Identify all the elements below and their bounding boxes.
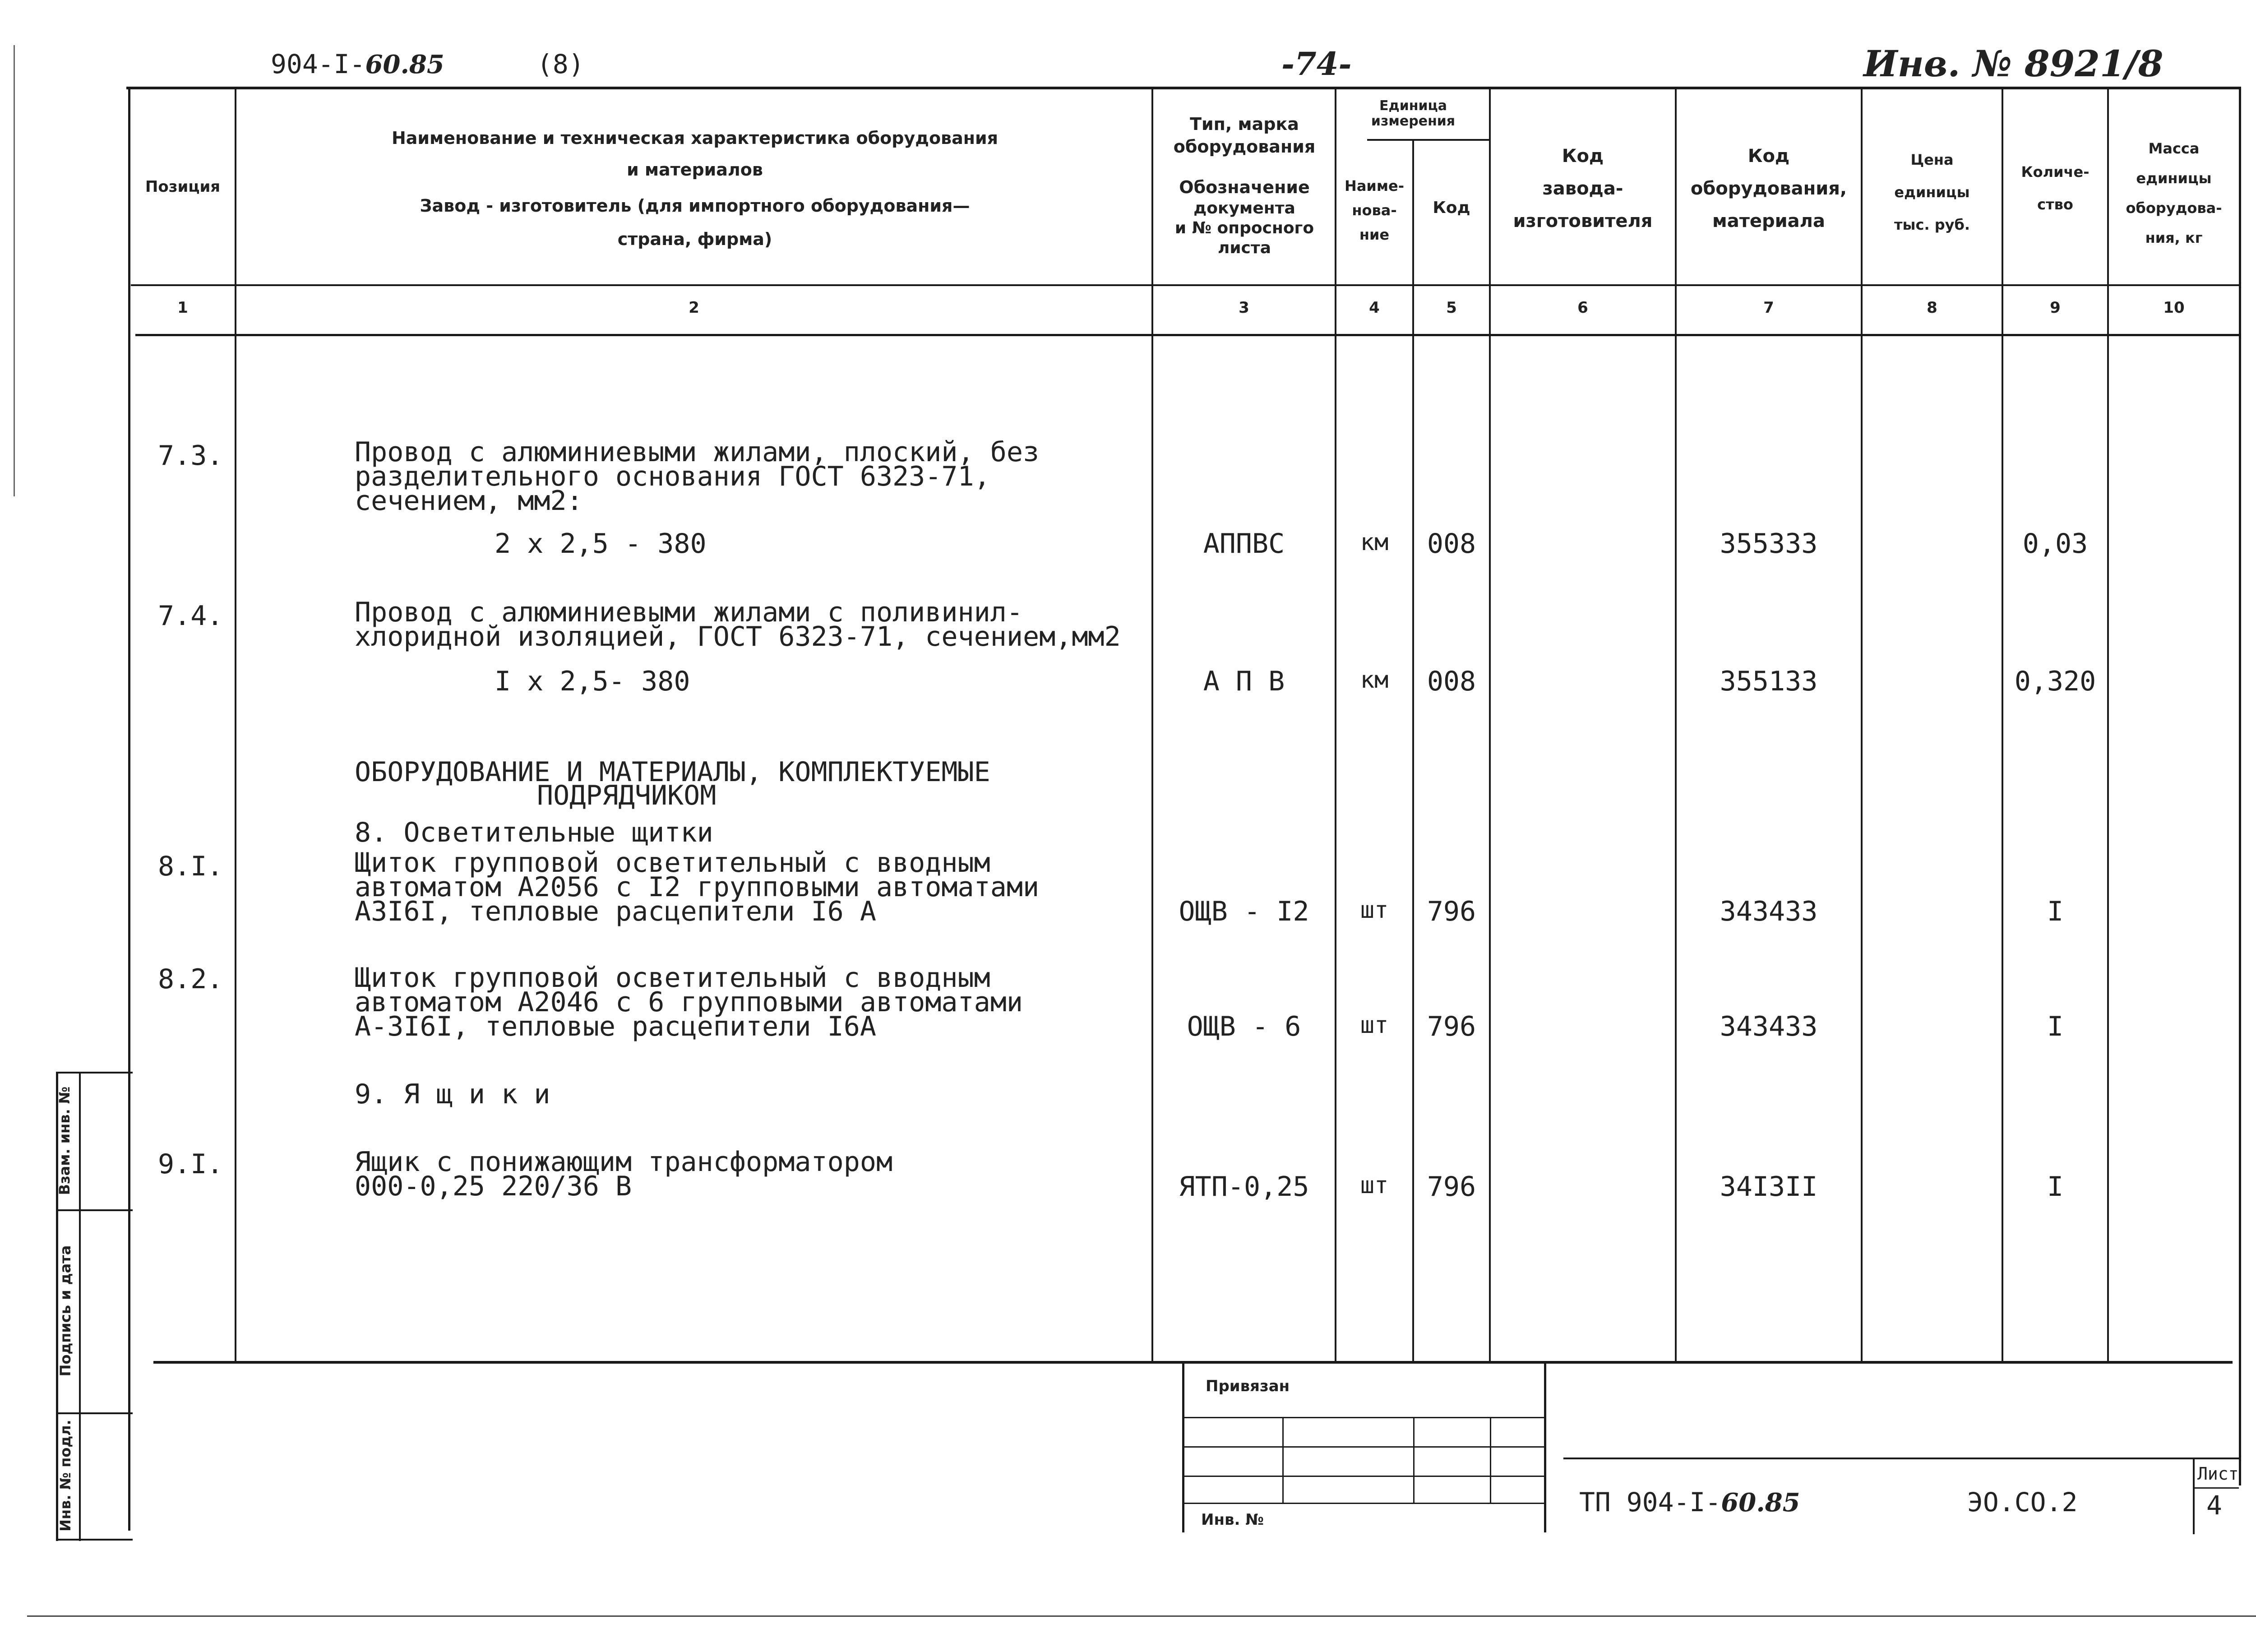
row-9-1-name-line-2: 000-0,25 220/36 В: [355, 1171, 632, 1202]
row-8-2-name-line-1: Щиток групповой осветительный с вводным: [355, 962, 990, 994]
header-equipment-code-line-3: материала: [1712, 211, 1825, 231]
col-line-0: [128, 87, 130, 1531]
col-line-3: [1335, 87, 1336, 1361]
header-type-line-2: оборудования: [1173, 137, 1316, 157]
row-7-4-sub: I х 2,5- 380: [495, 666, 690, 697]
row-9-1-position: 9.I.: [158, 1148, 223, 1180]
col-number-6: 6: [1577, 299, 1588, 317]
header-equipment-code: [1677, 140, 1861, 237]
row-9-1-name: [355, 1146, 893, 1202]
header-type-line-1: Тип, марка: [1190, 114, 1299, 134]
row-8-2-unit: шт: [1360, 1012, 1389, 1039]
side-stamp-swap-inv: Взам. инв. №: [56, 1086, 73, 1195]
header-price-line-2: единицы: [1894, 184, 1970, 201]
row-7-3-name-line-2: разделительного основания ГОСТ 6323-71,: [355, 461, 990, 492]
header-name-line-4: страна, фирма): [617, 229, 772, 249]
row-8-2-quantity: I: [2047, 1011, 2064, 1042]
header-doc-code: [271, 49, 444, 79]
col-number-7: 7: [1763, 299, 1774, 317]
header-unit-code: Код: [1433, 199, 1470, 217]
header-doc-code-printed: 904-I-: [271, 49, 365, 79]
header-unit-group: [1336, 98, 1490, 129]
col-number-5: 5: [1446, 299, 1457, 317]
table-top-border: [126, 87, 2241, 89]
row-7-3-position: 7.3.: [158, 440, 223, 472]
section-heading-line-1: ОБОРУДОВАНИЕ И МАТЕРИАЛЫ, КОМПЛЕКТУЕМЫЕ: [355, 756, 990, 788]
col-number-10: 10: [2163, 299, 2185, 317]
col-line-2: [1151, 87, 1153, 1361]
row-8-1-name-line-1: Щиток групповой осветительный с вводным: [355, 847, 990, 879]
row-9-1-unit: шт: [1360, 1172, 1389, 1199]
side-stamp-orig-inv: Инв. № подл.: [57, 1420, 74, 1532]
sheet-box-divider: [2194, 1487, 2239, 1489]
header-equipment-code-line-2: оборудования,: [1690, 178, 1847, 199]
row-7-4-quantity: 0,320: [2014, 666, 2096, 697]
row-9-1-name-line-1: Ящик с понижающим трансформатором: [355, 1146, 893, 1178]
subsection-8: 8. Осветительные щитки: [355, 817, 713, 848]
header-bottom-border: [131, 284, 2241, 286]
row-8-2-position: 8.2.: [158, 963, 223, 995]
row-7-3-equipment-code: 355333: [1720, 528, 1818, 560]
header-sheet-number: (8): [537, 49, 584, 79]
section-heading: [355, 756, 990, 811]
row-7-3-name-line-3: сечением, мм2:: [355, 485, 583, 517]
header-unit-name: [1336, 174, 1412, 247]
col-line-9: [2107, 87, 2109, 1361]
row-8-2-name-line-2: автоматом А2046 с 6 групповыми автоматами: [355, 986, 1023, 1018]
header-price: [1863, 143, 2002, 241]
side-stamp-sign-date: Подпись и дата: [57, 1245, 74, 1377]
header-price-line-3: тыс. руб.: [1894, 216, 1970, 233]
column-numbers-bottom-border: [135, 334, 2241, 336]
section-heading-line-2: ПОДРЯДЧИКОМ: [537, 780, 717, 811]
row-7-3-unit: км: [1360, 529, 1389, 556]
row-7-4-name-line-2: хлоридной изоляцией, ГОСТ 6323-71, сечением,мм2: [355, 621, 1121, 652]
col-line-1: [235, 87, 236, 1361]
header-quantity-line-1: Количе-: [2021, 163, 2090, 180]
stamp-col-line-2: [1413, 1417, 1415, 1503]
stamp-sheet-value: 4: [2206, 1490, 2222, 1521]
col-number-9: 9: [2050, 299, 2061, 317]
col-line-8: [2002, 87, 2003, 1361]
row-8-1-position: 8.I.: [158, 851, 223, 882]
header-doc-code-handwritten: 60.85: [365, 50, 444, 79]
table-bottom-border: [153, 1361, 2233, 1364]
subsection-9: 9. Я щ и к и: [355, 1078, 550, 1110]
row-7-3-sub: 2 х 2,5 - 380: [495, 528, 707, 560]
header-mass-line-2: единицы: [2136, 170, 2212, 187]
header-price-line-1: Цена: [1910, 151, 1954, 168]
row-7-4-unit-code: 008: [1427, 666, 1476, 697]
header-page-number: -74-: [1281, 45, 1352, 83]
header-mass-line-3: оборудова-: [2126, 199, 2222, 217]
col-number-1: 1: [177, 299, 188, 317]
row-7-4-unit: км: [1360, 666, 1389, 694]
row-7-4-name: [355, 597, 1121, 652]
header-unit-line-1: Единица: [1379, 98, 1447, 114]
stamp-doc-code: [1579, 1487, 1800, 1518]
col-line-5: [1489, 87, 1491, 1361]
stamp-right-line: [1544, 1361, 1546, 1532]
row-8-1-equipment-code: 343433: [1720, 896, 1818, 927]
page-left-edge: [14, 45, 15, 496]
col-line-7: [1861, 87, 1863, 1361]
header-quantity: [2003, 156, 2107, 221]
row-8-1-quantity: I: [2047, 896, 2064, 927]
stamp-inv-label: Инв. №: [1201, 1511, 1264, 1529]
col-number-8: 8: [1927, 299, 1937, 317]
header-mass-line-1: Масса: [2148, 140, 2200, 157]
header-position: Позиция: [145, 178, 221, 196]
row-8-1-name-line-2: автоматом А2056 с I2 групповыми автоматами: [355, 871, 1040, 903]
row-7-4-position: 7.4.: [158, 600, 223, 632]
col-line-10: [2239, 87, 2241, 1485]
header-unit-name-line-2: нова-: [1352, 202, 1397, 219]
header-doc-line-1: Обозначение: [1179, 177, 1310, 197]
header-name-line-3: Завод - изготовитель (для импортного оборудования—: [420, 196, 970, 216]
header-name-line-1: Наименование и техническая характеристика оборудования: [391, 128, 999, 148]
row-9-1-equipment-code: 34I3II: [1720, 1171, 1818, 1203]
header-factory-code-line-3: изготовителя: [1513, 211, 1653, 231]
col-number-3: 3: [1239, 299, 1249, 317]
sheet-box-left: [2193, 1458, 2195, 1534]
stamp-bound-label: Привязан: [1206, 1377, 1290, 1395]
header-equipment-code-line-1: Код: [1747, 146, 1790, 167]
stamp-doc-code-handwritten: 60.85: [1721, 1488, 1800, 1518]
row-8-2-type: ОЩВ - 6: [1187, 1011, 1301, 1042]
row-7-4-type: А П В: [1203, 666, 1285, 697]
header-unit-name-line-1: Наиме-: [1345, 177, 1404, 194]
header-mass: [2109, 134, 2239, 253]
row-8-2-unit-code: 796: [1427, 1011, 1476, 1042]
header-doc-line-2: документа: [1193, 199, 1295, 217]
stamp-doc-code-printed: ТП 904-I-: [1579, 1487, 1721, 1518]
header-quantity-line-2: ство: [2037, 196, 2073, 213]
header-factory-code: [1491, 140, 1675, 237]
row-7-3-unit-code: 008: [1427, 528, 1476, 560]
stamp-sheet-code: ЭО.СО.2: [1967, 1487, 2078, 1518]
header-factory-code-line-2: завода-: [1542, 178, 1623, 199]
row-8-1-name: [355, 847, 1040, 927]
row-7-3-type: АППВС: [1203, 528, 1285, 560]
header-unit-line-2: измерения: [1371, 113, 1456, 129]
row-8-1-name-line-3: А3I6I, тепловые расцепители I6 А: [355, 896, 876, 927]
stamp-sheet-label: Лист: [2197, 1464, 2239, 1484]
side-stamp-mid: [79, 1072, 81, 1541]
row-9-1-unit-code: 796: [1427, 1171, 1476, 1203]
row-7-3-quantity: 0,03: [2022, 528, 2088, 560]
stamp-row-line-4: [1183, 1503, 1544, 1504]
row-8-1-unit-code: 796: [1427, 896, 1476, 927]
header-name-line-2: и материалов: [627, 160, 763, 180]
row-9-1-type: ЯТП-0,25: [1179, 1171, 1309, 1203]
header-doc-line-3: и № опросного: [1174, 219, 1314, 237]
stamp-col-line-3: [1490, 1417, 1491, 1503]
header-doc-line-4: листа: [1217, 239, 1271, 257]
row-8-2-name: [355, 962, 1023, 1042]
row-9-1-quantity: I: [2047, 1171, 2064, 1203]
page-bottom-edge: [27, 1615, 2256, 1617]
header-type: [1154, 113, 1335, 258]
row-7-3-name: [355, 436, 1040, 517]
unit-group-divider: [1367, 139, 1489, 141]
col-number-2: 2: [689, 299, 699, 317]
row-7-4-equipment-code: 355133: [1720, 666, 1818, 697]
header-mass-line-4: ния, кг: [2145, 229, 2203, 246]
row-8-2-name-line-3: А-3I6I, тепловые расцепители I6А: [355, 1011, 876, 1042]
row-7-4-name-line-1: Провод с алюминиевыми жилами с поливинил-: [355, 597, 1023, 628]
side-stamp-bottom: [56, 1539, 133, 1541]
header-inventory-number: Инв. № 8921/8: [1863, 42, 2164, 85]
col-number-4: 4: [1369, 299, 1380, 317]
row-7-3-name-line-1: Провод с алюминиевыми жилами, плоский, без: [355, 436, 1040, 468]
stamp-col-line-1: [1282, 1417, 1284, 1503]
stamp-title-line: [1563, 1458, 2240, 1459]
row-8-1-type: ОЩВ - I2: [1179, 896, 1309, 927]
row-8-1-unit: шт: [1360, 897, 1389, 924]
header-unit-name-line-3: ние: [1359, 226, 1390, 243]
side-stamp-divider-2: [56, 1412, 133, 1414]
header-factory-code-line-1: Код: [1562, 146, 1604, 167]
side-stamp-divider-1: [56, 1209, 133, 1211]
row-8-2-equipment-code: 343433: [1720, 1011, 1818, 1042]
col-line-6: [1675, 87, 1677, 1361]
